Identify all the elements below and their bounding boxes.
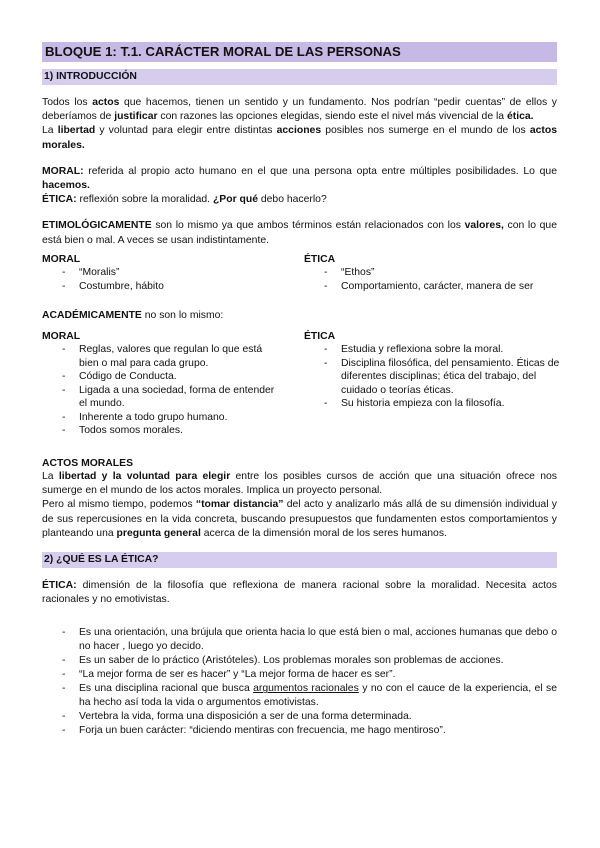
etimologia-moral-list [42, 266, 304, 293]
intro-paragraph-libertad: La libertad y voluntad para elegir entre distintas acciones posibles nos sumerge en el mundo de los actos morales. [42, 125, 557, 151]
moral-definition: MORAL: referida al propio acto humano en el que una persona opta entre múltiples posibilidades. Lo que hacemos. [42, 165, 557, 192]
intro-paragraph-actos: Todos los actos que hacemos, tienen un sentido y un fundamento. Nos podrían “pedir cuentas” de ellos y deberíamos de justificar con razones las opciones elegidas, siendo este el nivel más vivencial de la ética. [42, 97, 557, 123]
etimologia-columns [42, 253, 557, 294]
document-page [42, 42, 560, 738]
list-item: - Inherente a todo grupo humano. [62, 411, 279, 425]
academicamente-paragraph: ACADÉMICAMENTE no son lo mismo: [42, 310, 224, 322]
list-item: - Comportamiento, carácter, manera de ser [324, 280, 561, 294]
list-item: - Costumbre, hábito [62, 280, 279, 294]
list-item: - “Ethos” [324, 266, 561, 280]
etimologia-etica-column [304, 253, 557, 294]
academica-moral-list [42, 343, 304, 438]
list-item: - Es un saber de lo práctico (Aristóteles). Los problemas morales son problemas de acciones. [62, 654, 557, 668]
academica-moral-column [42, 330, 304, 438]
list-item: - Estudia y reflexiona sobre la moral. [324, 343, 561, 357]
actos-morales-paragraph-1: La libertad y la voluntad para elegir entre los posibles cursos de acción que una situación ofrece nos sumerge en el mundo de los actos morales. Implica un proyecto personal. [42, 471, 557, 497]
document-title: BLOQUE 1: T.1. CARÁCTER MORAL DE LAS PERSONAS [42, 42, 557, 62]
column-heading: ÉTICA [304, 253, 336, 265]
list-item: - Su historia empieza con la filosofía. [324, 397, 561, 411]
etica-characteristics-list [42, 626, 557, 738]
list-item: - Código de Conducta. [62, 370, 279, 384]
column-heading: ÉTICA [304, 330, 336, 342]
list-item: - Reglas, valores que regulan lo que está bien o mal para cada grupo. [62, 343, 279, 370]
academica-columns [42, 330, 560, 438]
actos-morales-paragraph-2: Pero al mismo tiempo, podemos “tomar distancia” del acto y analizarlo más allá de su dimensión individual y de sus repercusiones en la vida concreta, buscando presupuestos que fundamenten estos comportamientos y planteando una pregunta general acerca de la dimensión moral de los seres humanos. [42, 499, 557, 539]
etica-definition: ÉTICA: reflexión sobre la moralidad. ¿Por qué debo hacerlo? [42, 194, 327, 206]
column-heading: MORAL [42, 253, 81, 265]
etimologia-moral-column [42, 253, 304, 294]
list-item: - Disciplina filosófica, del pensamiento. Éticas de diferentes disciplinas; ética del trabajo, del cuidado o teorías éticas. [324, 357, 561, 398]
list-item: - “La mejor forma de ser es hacer” y “La mejor forma de hacer es ser”. [62, 668, 557, 682]
actos-morales-heading: ACTOS MORALES [42, 457, 134, 469]
list-item: - Es una disciplina racional que busca argumentos racionales y no con el cauce de la experiencia, el se ha hecho así toda la vida o argumentos emotivistas. [62, 682, 557, 710]
list-item: - Vertebra la vida, forma una disposición a ser de una forma determinada. [62, 710, 557, 724]
section-heading-introduccion: 1) INTRODUCCIÓN [42, 69, 557, 85]
list-item: - Forja un buen carácter: “diciendo mentiras con frecuencia, me hago mentiroso”. [62, 724, 557, 738]
underlined-term: argumentos racionales [253, 683, 359, 695]
academica-etica-column [304, 330, 560, 438]
etimologia-etica-list [304, 266, 557, 293]
etimologicamente-paragraph: ETIMOLÓGICAMENTE son lo mismo ya que ambos términos están relacionados con los valores, con lo que está bien o mal. A veces se usan indistintamente. [42, 220, 557, 246]
list-item: - Es una orientación, una brújula que orienta hacia lo que está bien o mal, acciones humanas que debo o no hacer , luego yo decido. [62, 626, 557, 654]
list-item: - Todos somos morales. [62, 424, 279, 438]
etica-definition-full: ÉTICA: dimensión de la filosofía que reflexiona de manera racional sobre la moralidad. Necesita actos racionales y no emotivistas. [42, 580, 557, 606]
academica-etica-list [304, 343, 560, 411]
section-heading-que-es-la-etica: 2) ¿QUÉ ES LA ÉTICA? [42, 552, 557, 568]
column-heading: MORAL [42, 330, 81, 342]
list-item: - Ligada a una sociedad, forma de entender el mundo. [62, 384, 279, 411]
list-item: - “Moralis” [62, 266, 279, 280]
